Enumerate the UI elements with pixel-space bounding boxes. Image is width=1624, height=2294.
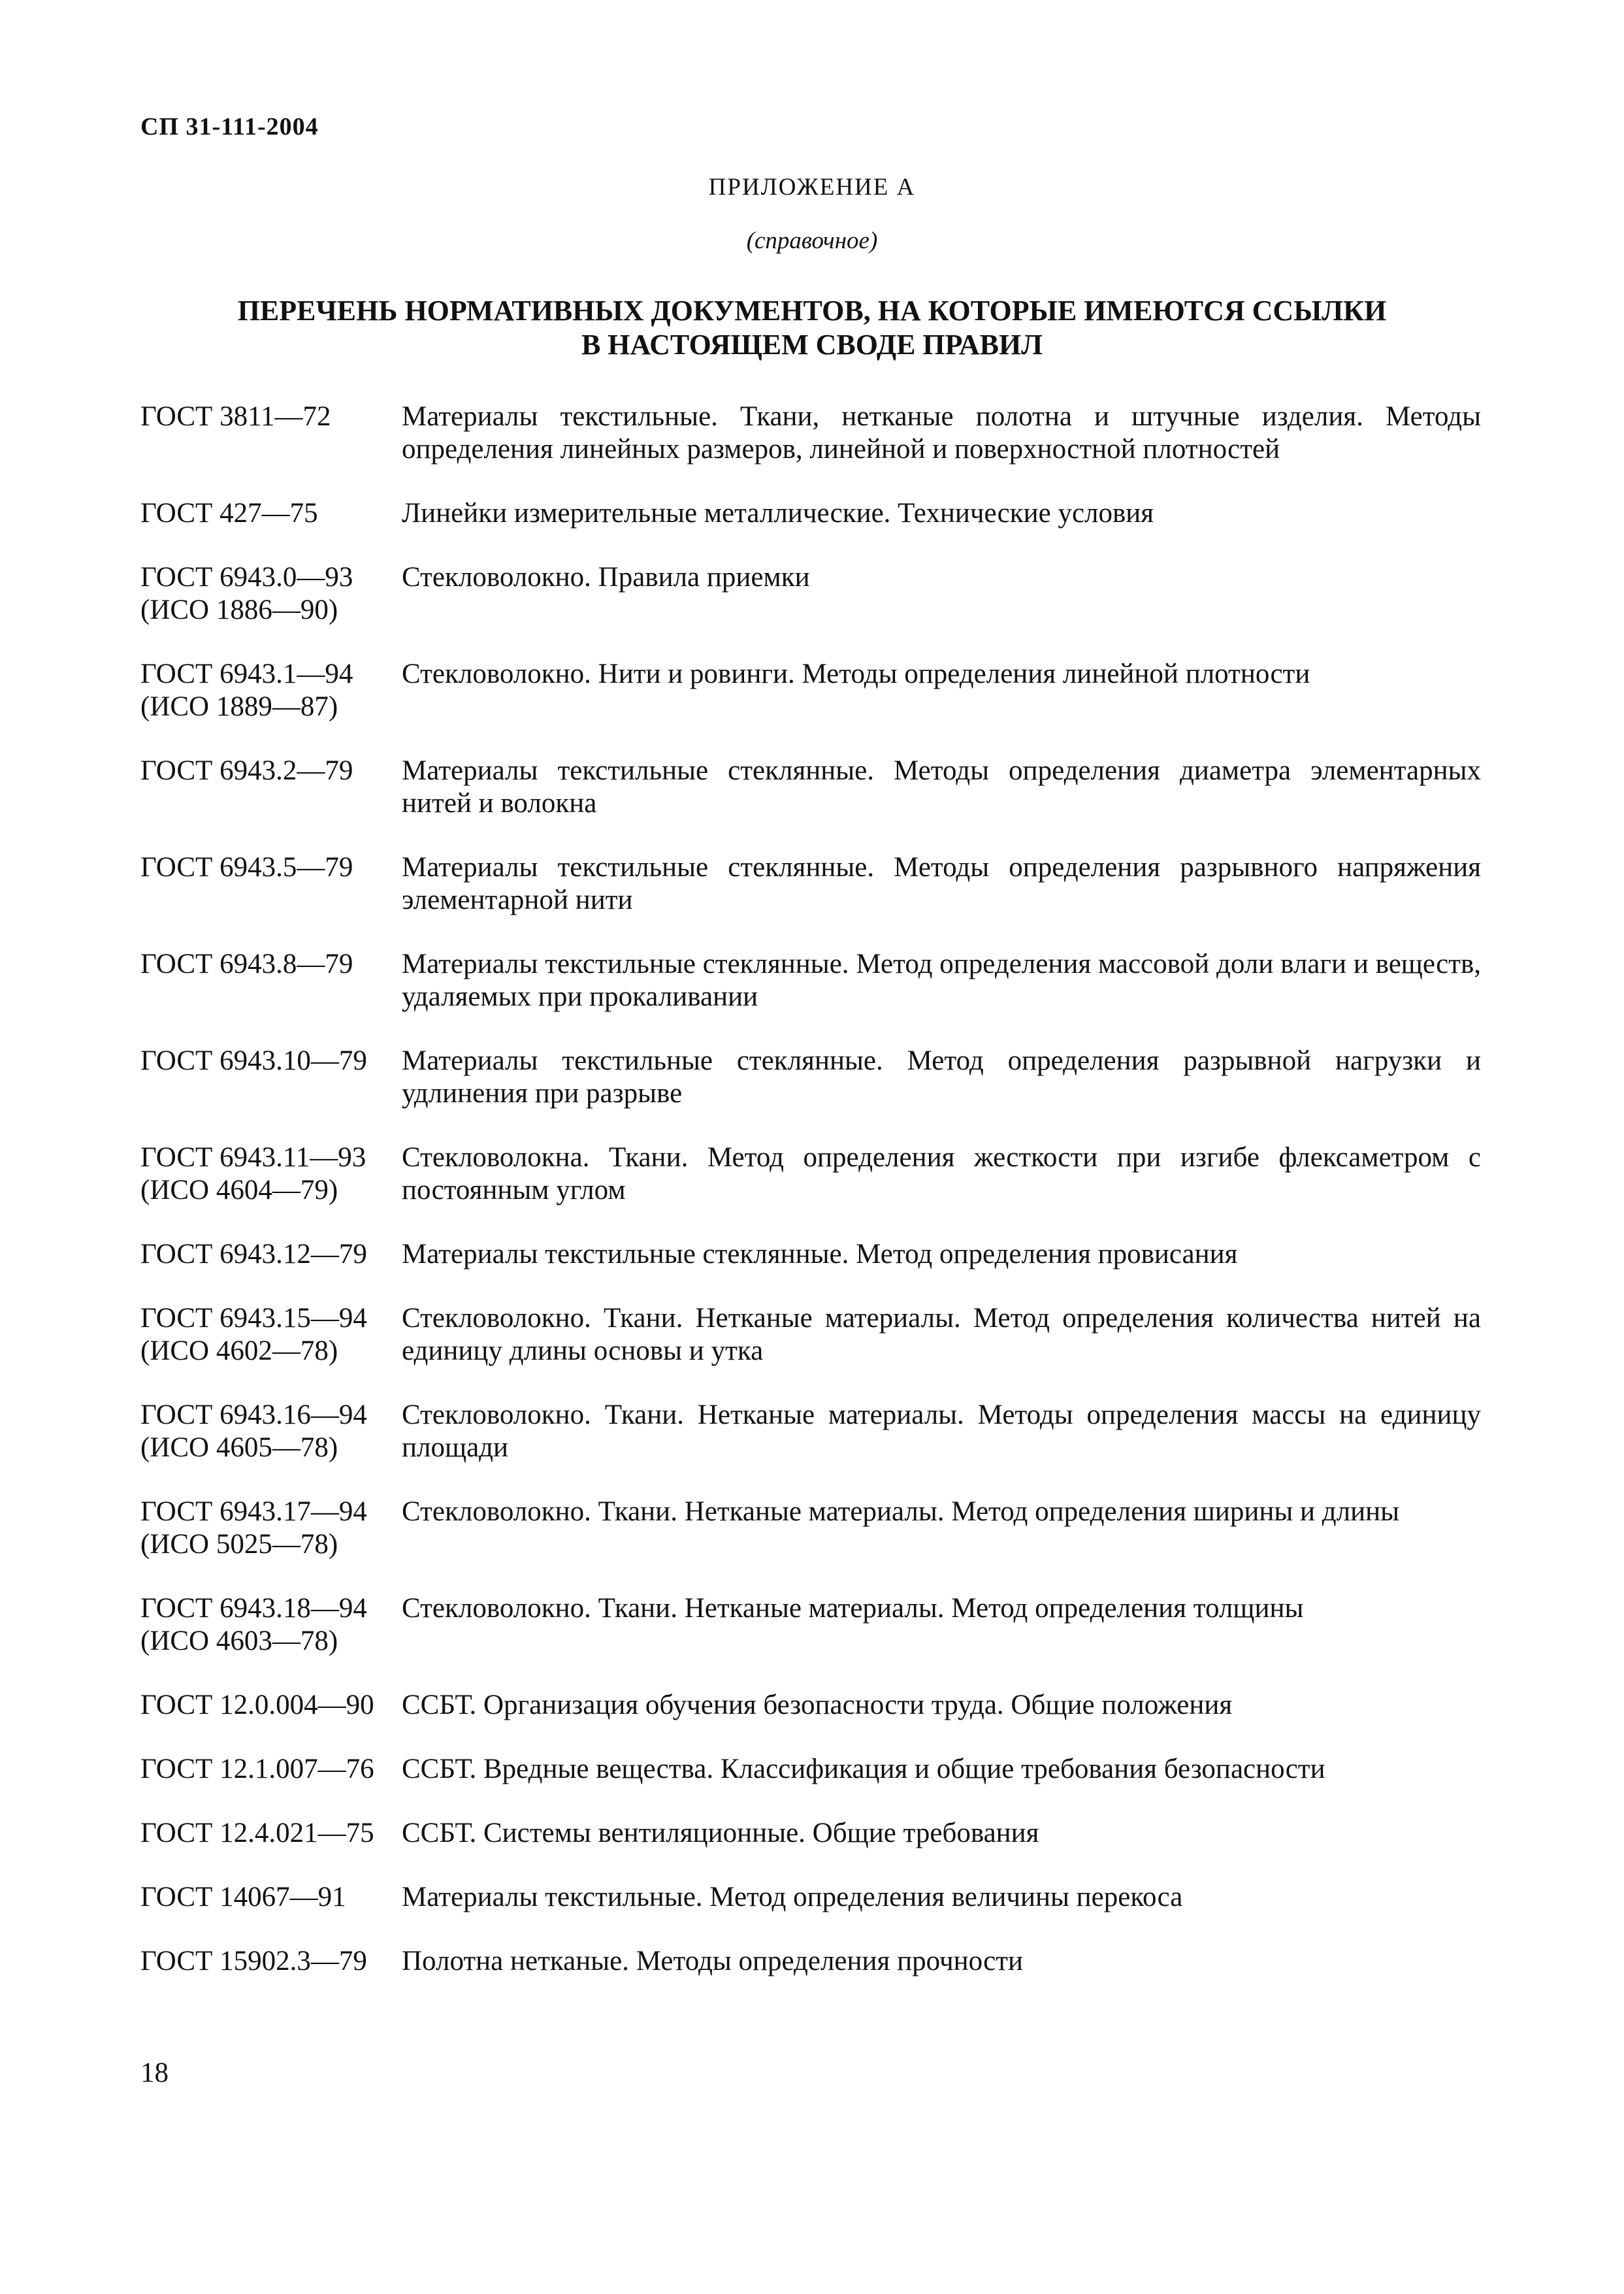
- reference-row: [140, 948, 1481, 1013]
- reference-code: ГОСТ 6943.17—94: [140, 1496, 367, 1527]
- reference-code-cell: [140, 1496, 402, 1561]
- reference-row: [140, 1238, 1481, 1271]
- reference-code-cell: [140, 1945, 402, 1978]
- reference-row: [140, 1817, 1481, 1850]
- reference-row: [140, 1689, 1481, 1722]
- reference-title: Линейки измерительные металлические. Технические условия: [402, 498, 1154, 529]
- reference-title: Материалы текстильные. Ткани, нетканые полотна и штучные изделия. Методы определения линейных размеров, линейной и поверхностной плотностей: [402, 401, 1481, 465]
- reference-title: Материалы текстильные. Метод определения величины перекоса: [402, 1882, 1183, 1912]
- reference-code-cell: [140, 1238, 402, 1271]
- reference-iso-code: (ИСО 5025—78): [140, 1529, 338, 1560]
- reference-row: [140, 1753, 1481, 1786]
- reference-row: [140, 1399, 1481, 1464]
- reference-title: Материалы текстильные стеклянные. Метод определения провисания: [402, 1239, 1238, 1270]
- reference-code: ГОСТ 6943.15—94: [140, 1303, 367, 1334]
- reference-title: Стекловолокно. Правила приемки: [402, 562, 810, 593]
- reference-code-cell: [140, 1689, 402, 1722]
- reference-title: Стекловолокно. Ткани. Нетканые материалы. Метод определения ширины и длины: [402, 1496, 1400, 1527]
- heading-line-2: В НАСТОЯЩЕМ СВОДЕ ПРАВИЛ: [581, 329, 1043, 361]
- reference-list: [140, 401, 1481, 2009]
- reference-code: ГОСТ 6943.1—94: [140, 659, 353, 689]
- reference-row: [140, 1496, 1481, 1561]
- reference-code: ГОСТ 6943.18—94: [140, 1593, 367, 1624]
- reference-title: Материалы текстильные стеклянные. Метод определения массовой доли влаги и веществ, удаляемых при прокаливании: [402, 949, 1481, 1012]
- reference-code: ГОСТ 6943.2—79: [140, 755, 353, 786]
- reference-code: ГОСТ 12.1.007—76: [140, 1754, 374, 1784]
- appendix-title: ПРИЛОЖЕНИЕ А: [708, 174, 916, 201]
- reference-row: [140, 755, 1481, 820]
- reference-code: ГОСТ 12.0.004—90: [140, 1690, 374, 1720]
- reference-code-cell: [140, 1592, 402, 1658]
- reference-title: Материалы текстильные стеклянные. Метод определения разрывной нагрузки и удлинения при разрыве: [402, 1045, 1481, 1109]
- reference-row: [140, 851, 1481, 917]
- reference-row: [140, 1945, 1481, 1978]
- reference-code: ГОСТ 427—75: [140, 498, 318, 529]
- reference-code: ГОСТ 6943.12—79: [140, 1239, 367, 1270]
- reference-iso-code: (ИСО 4602—78): [140, 1335, 338, 1366]
- reference-code-cell: [140, 658, 402, 723]
- reference-code-cell: [140, 1817, 402, 1850]
- reference-title: Стекловолокно. Ткани. Нетканые материалы. Метод определения толщины: [402, 1593, 1304, 1624]
- reference-iso-code: (ИСО 1889—87): [140, 691, 338, 722]
- reference-code: ГОСТ 3811—72: [140, 401, 331, 432]
- heading-line-1: ПЕРЕЧЕНЬ НОРМАТИВНЫХ ДОКУМЕНТОВ, НА КОТОРЫЕ ИМЕЮТСЯ ССЫЛКИ: [237, 295, 1387, 327]
- reference-code: ГОСТ 15902.3—79: [140, 1946, 367, 1976]
- appendix-note: (справочное): [746, 227, 878, 254]
- reference-code-cell: [140, 1881, 402, 1914]
- reference-code: ГОСТ 6943.16—94: [140, 1400, 367, 1430]
- reference-row: [140, 401, 1481, 466]
- document-code: СП 31-111-2004: [140, 113, 319, 140]
- reference-code: ГОСТ 6943.0—93: [140, 562, 353, 593]
- reference-title: Материалы текстильные стеклянные. Методы определения разрывного напряжения элементарной нити: [402, 852, 1481, 915]
- reference-row: [140, 1045, 1481, 1110]
- reference-title: ССБТ. Системы вентиляционные. Общие требования: [402, 1818, 1039, 1848]
- reference-code-cell: [140, 851, 402, 884]
- reference-iso-code: (ИСО 4604—79): [140, 1175, 338, 1205]
- reference-code: ГОСТ 6943.11—93: [140, 1142, 366, 1173]
- reference-code: ГОСТ 12.4.021—75: [140, 1818, 374, 1848]
- reference-row: [140, 561, 1481, 627]
- reference-code-cell: [140, 1141, 402, 1207]
- reference-code-cell: [140, 1399, 402, 1464]
- reference-iso-code: (ИСО 1886—90): [140, 595, 338, 625]
- reference-title: Полотна нетканые. Методы определения прочности: [402, 1946, 1024, 1976]
- reference-code-cell: [140, 1753, 402, 1786]
- reference-iso-code: (ИСО 4603—78): [140, 1626, 338, 1656]
- reference-title: Стекловолокна. Ткани. Метод определения жесткости при изгибе флексаметром с постоянным углом: [402, 1142, 1481, 1205]
- reference-code-cell: [140, 1045, 402, 1077]
- page-heading: [0, 294, 1624, 362]
- reference-code: ГОСТ 6943.10—79: [140, 1045, 367, 1076]
- reference-title: Стекловолокно. Нити и ровинги. Методы определения линейной плотности: [402, 659, 1310, 689]
- reference-row: [140, 497, 1481, 530]
- reference-code-cell: [140, 1302, 402, 1368]
- reference-code: ГОСТ 6943.5—79: [140, 852, 353, 883]
- reference-row: [140, 1592, 1481, 1658]
- reference-title: ССБТ. Организация обучения безопасности труда. Общие положения: [402, 1690, 1233, 1720]
- reference-row: [140, 1881, 1481, 1914]
- reference-code-cell: [140, 497, 402, 530]
- reference-code: ГОСТ 14067—91: [140, 1882, 346, 1912]
- reference-code-cell: [140, 948, 402, 981]
- page-number: 18: [140, 2057, 169, 2088]
- reference-iso-code: (ИСО 4605—78): [140, 1432, 338, 1463]
- reference-title: ССБТ. Вредные вещества. Классификация и общие требования безопасности: [402, 1754, 1325, 1784]
- reference-title: Стекловолокно. Ткани. Нетканые материалы. Метод определения количества нитей на единицу длины основы и утка: [402, 1303, 1481, 1366]
- reference-code-cell: [140, 401, 402, 433]
- reference-row: [140, 658, 1481, 723]
- reference-code: ГОСТ 6943.8—79: [140, 949, 353, 979]
- reference-code-cell: [140, 561, 402, 627]
- reference-title: Материалы текстильные стеклянные. Методы определения диаметра элементарных нитей и волокна: [402, 755, 1481, 819]
- reference-code-cell: [140, 755, 402, 787]
- reference-title: Стекловолокно. Ткани. Нетканые материалы. Методы определения массы на единицу площади: [402, 1400, 1481, 1463]
- reference-row: [140, 1302, 1481, 1368]
- reference-row: [140, 1141, 1481, 1207]
